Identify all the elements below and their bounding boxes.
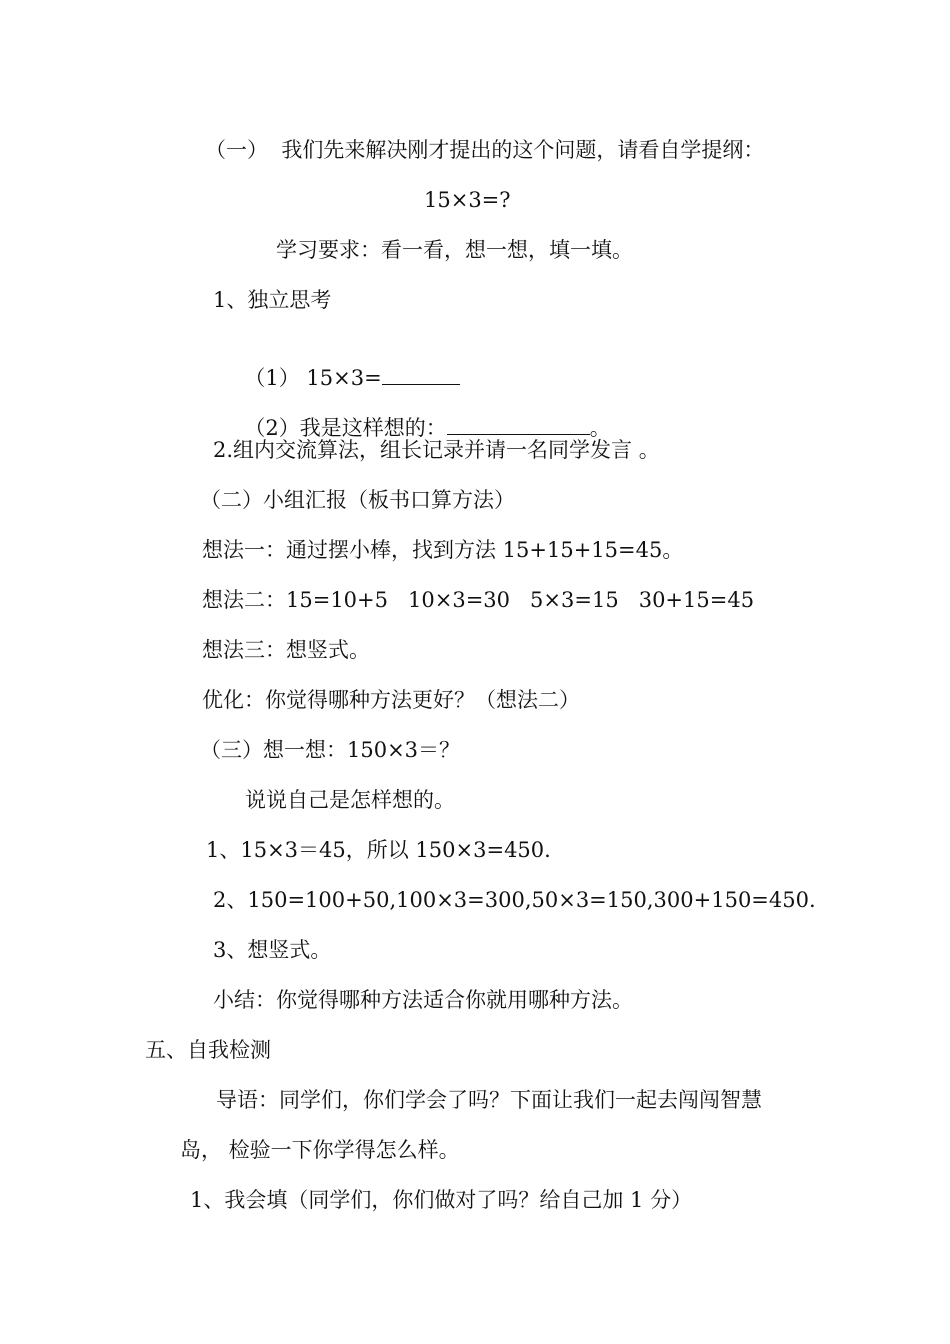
fill-in-item-1-text: （1） 15×3= (244, 366, 382, 390)
fill-in-item-2-end: 。 (589, 416, 611, 440)
fill-in-item-2 (231, 386, 611, 442)
optimization: 优化：你觉得哪种方法更好？（想法二） (202, 688, 580, 712)
problem-expression: 15×3=? (424, 188, 511, 212)
independent-thinking: 1、独立思考 (213, 288, 332, 312)
idea-two: 想法二：15=10+5 10×3=30 5×3=15 30+15=45 (202, 588, 755, 612)
method-3: 3、想竖式。 (213, 938, 332, 962)
idea-one: 想法一：通过摆小棒，找到方法 15+15+15=45。 (202, 538, 684, 562)
lead-in: 导语：同学们，你们学会了吗？下面让我们一起去闯闯智慧 (216, 1088, 762, 1112)
step-2-heading: （二）小组汇报（板书口算方法） (200, 488, 515, 512)
method-1: 1、15×3＝45，所以 150×3=450. (206, 838, 551, 862)
fill-in-item-1 (231, 336, 460, 392)
learning-requirement: 学习要求：看一看，想一想，填一填。 (276, 238, 633, 262)
step-3-heading: （三）想一想：150×3＝？ (200, 738, 461, 762)
explain-prompt: 说说自己是怎样想的。 (245, 788, 455, 812)
section-five-heading: 五、自我检测 (145, 1038, 271, 1062)
step-1-heading: （一） 我们先来解决刚才提出的这个问题，请看自学提纲： (205, 138, 765, 162)
exercise-1: 1、我会填（同学们，你们做对了吗？给自己加 1 分） (190, 1188, 693, 1212)
group-discussion: 2.组内交流算法，组长记录并请一名同学发言 。 (213, 438, 660, 462)
fill-in-item-2-text: （2）我是这样想的： (244, 416, 447, 440)
answer-blank-2 (447, 414, 590, 435)
lead-in-continued: 岛， 检验一下你学得怎么样。 (180, 1138, 460, 1162)
summary: 小结：你觉得哪种方法适合你就用哪种方法。 (213, 988, 633, 1012)
answer-blank-1 (382, 364, 460, 385)
idea-three: 想法三：想竖式。 (202, 638, 370, 662)
method-2: 2、150=100+50,100×3=300,50×3=150,300+150=450. (213, 888, 816, 912)
